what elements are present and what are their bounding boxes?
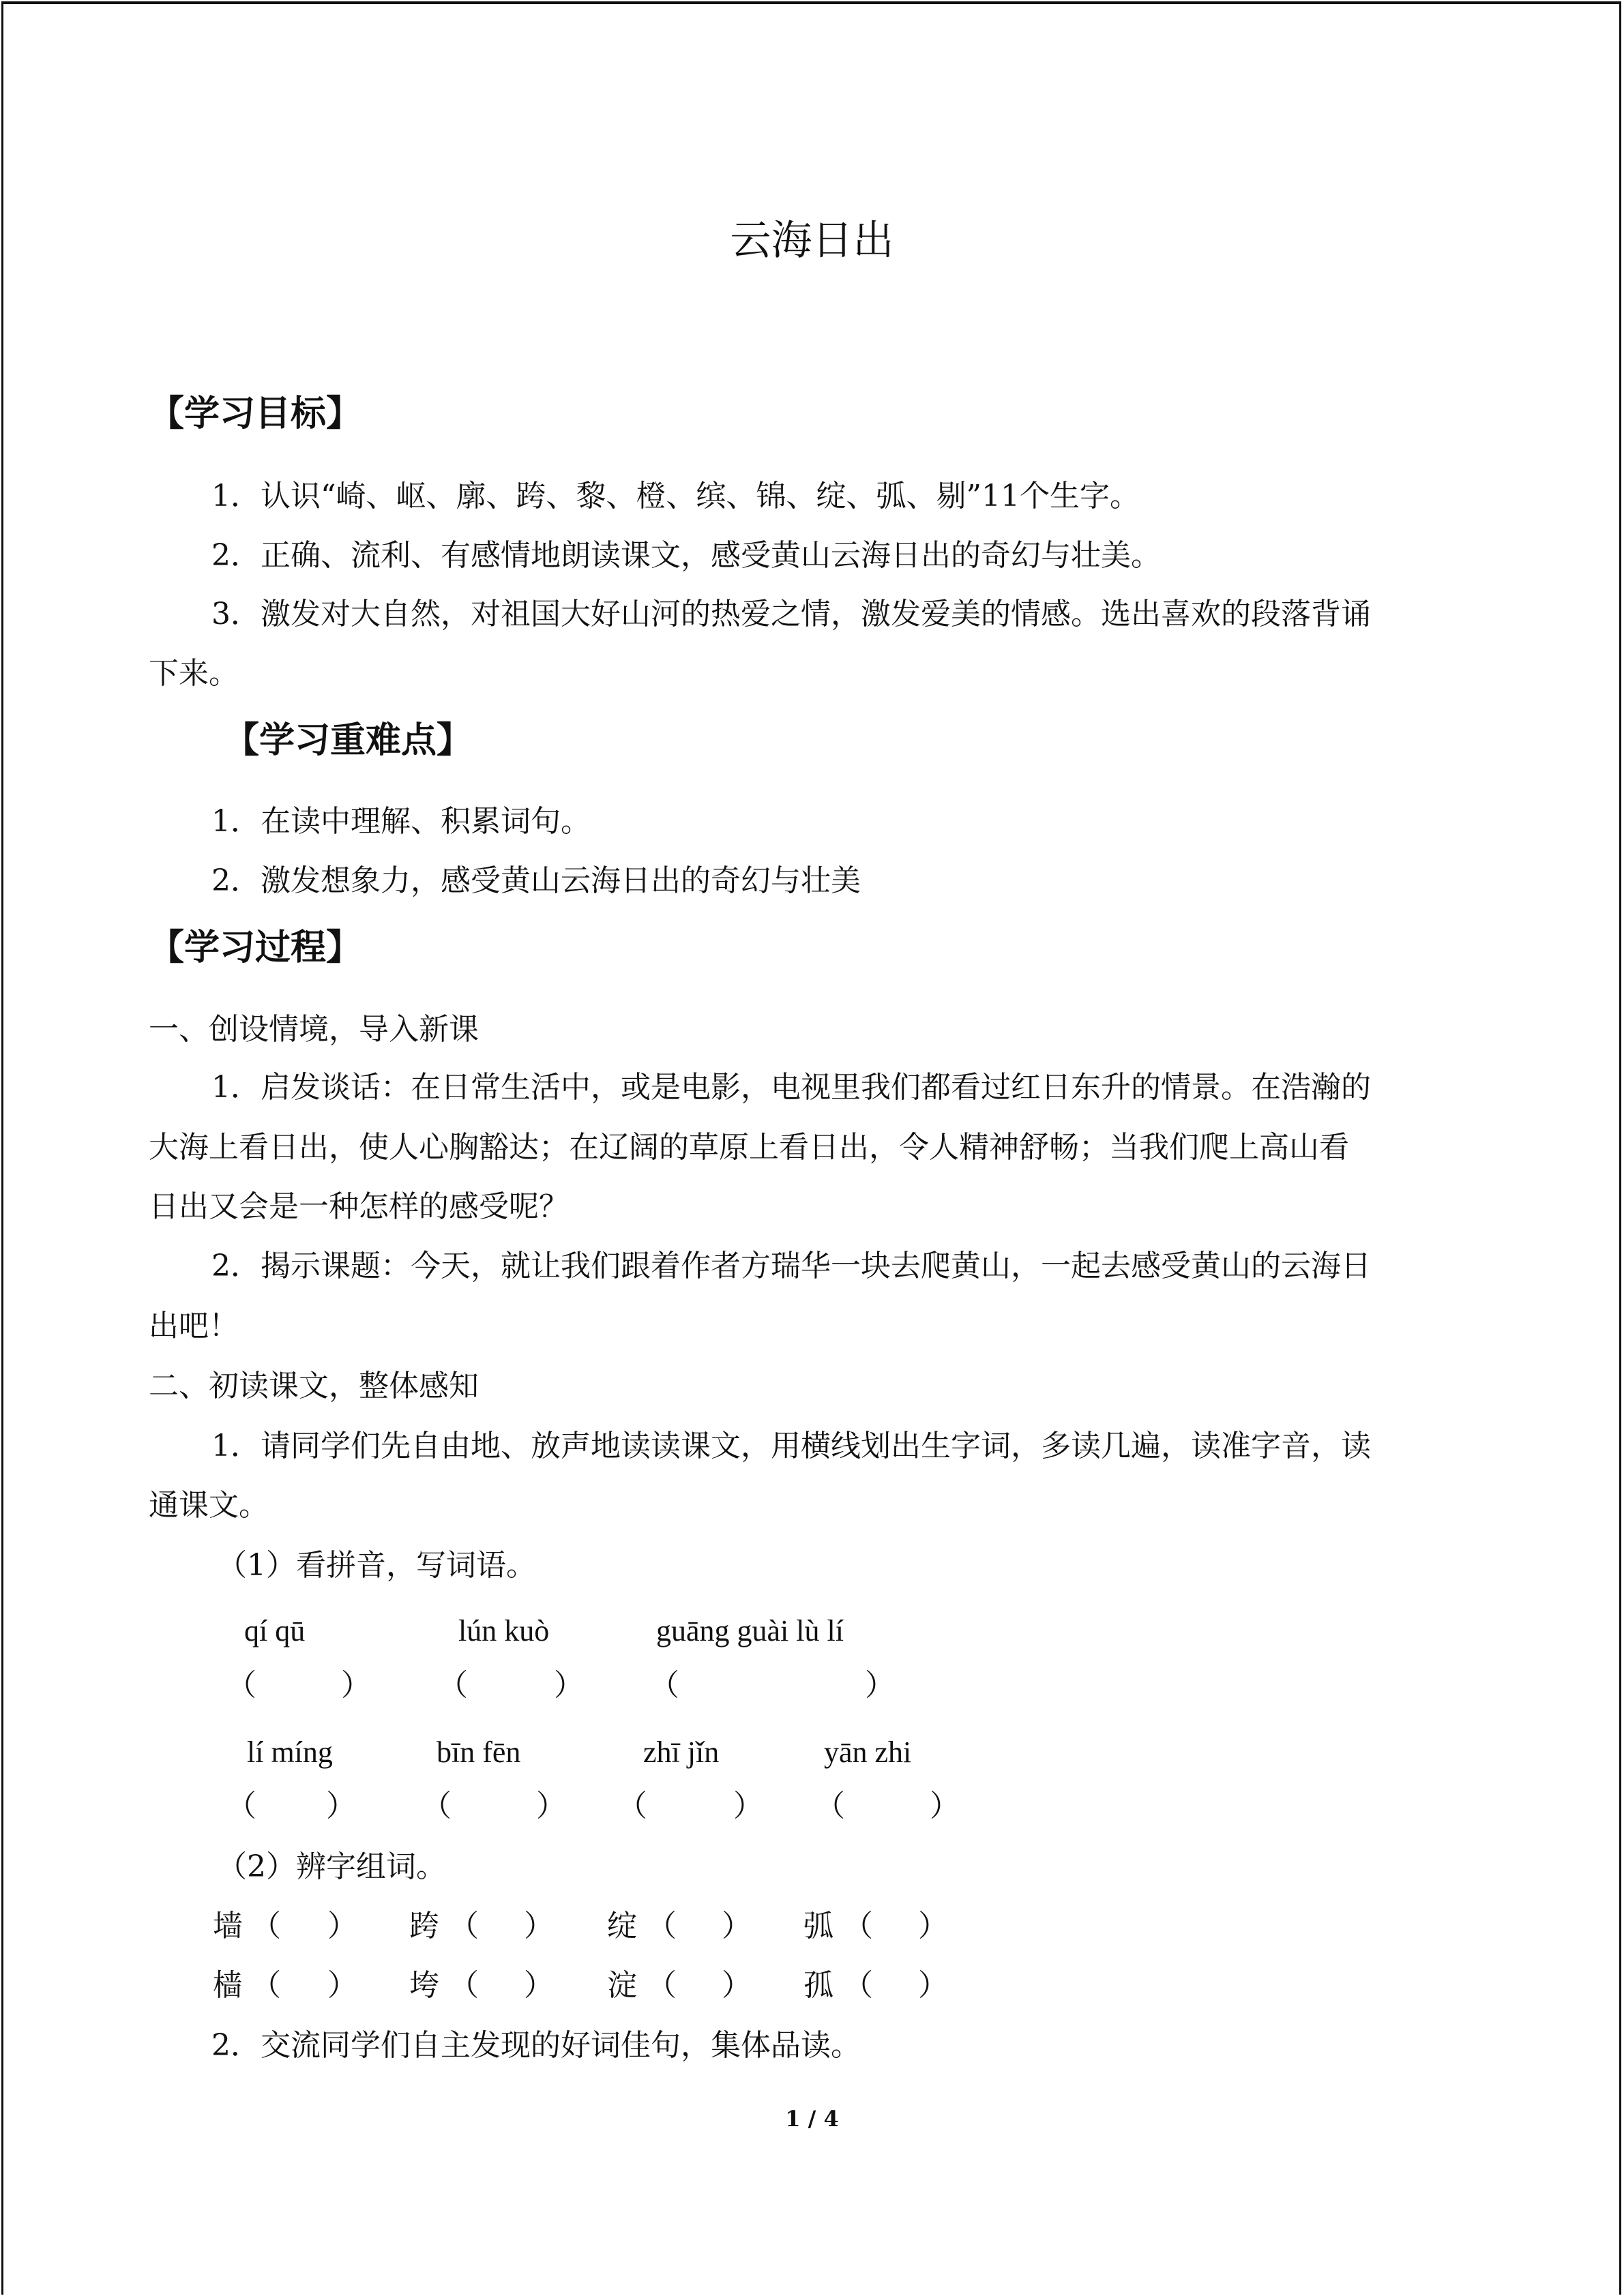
goal-item-2: 2．正确、流利、有感情地朗读课文，感受黄山云海日出的奇幻与壮美。 [211,538,1161,573]
blank-close: ） [341,1668,371,1703]
pinyin-liming: lí míng [247,1735,333,1769]
blank-open: （ [251,1909,281,1943]
document-title: 云海日出 [730,217,894,265]
blank-close: ） [554,1668,584,1703]
blank-open: （ [449,1909,479,1943]
section2-line-1: 1．请同学们先自由地、放声地读读课文，用横线划出生字词，多读几遍，读准字音，读 [211,1429,1371,1463]
blank-open: （ [843,1968,873,2003]
blank-close: ） [327,1968,357,2003]
section1-line-1: 1．启发谈话：在日常生活中，或是电影，电视里我们都看过红日东升的情景。在浩瀚的 [211,1070,1371,1105]
char-qiang2: 樯 [213,1968,243,2003]
pinyin-binfen: bīn fēn [437,1735,521,1769]
section1-line-5: 出吧！ [149,1309,239,1343]
keypoint-item-1: 1．在读中理解、积累词句。 [211,804,591,839]
char-dian: 淀 [607,1968,637,2003]
blank-close: ） [722,1909,752,1943]
blank-open: （ [422,1789,452,1823]
char-hu: 弧 [803,1909,833,1943]
keypoint-item-2: 2．激发想象力，感受黄山云海日出的奇幻与壮美 [211,863,861,898]
exercise1-title: （1）看拼音，写词语。 [217,1548,536,1583]
char-kua: 跨 [409,1909,439,1943]
blank-close: ） [536,1789,566,1823]
section1-line-2: 大海上看日出，使人心胸豁达；在辽阔的草原上看日出，令人精神舒畅；当我们爬上高山看 [149,1130,1349,1165]
section1-line-3: 日出又会是一种怎样的感受呢？ [149,1189,569,1224]
char-gu: 孤 [803,1968,833,2003]
section1-line-4: 2．揭示课题：今天，就让我们跟着作者方瑞华一块去爬黄山，一起去感受黄山的云海日 [211,1249,1371,1283]
blank-open: （ [843,1909,873,1943]
goal-item-3: 3．激发对大自然，对祖国大好山河的热爱之情，激发爱美的情感。选出喜欢的段落背诵 [211,597,1371,631]
blank-close: ） [865,1668,895,1703]
blank-open: （ [647,1909,677,1943]
blank-close: ） [918,1909,948,1943]
goals-heading: 【学习目标】 [149,393,362,434]
section2-title: 二、初读课文，整体感知 [149,1369,479,1403]
blank-open: （ [226,1789,256,1823]
section1-title: 一、创设情境，导入新课 [149,1012,479,1047]
pinyin-yanzhi: yān zhi [824,1735,912,1769]
exercise2-title: （2）辨字组词。 [217,1849,446,1884]
blank-close: ） [722,1968,752,2003]
blank-close: ） [733,1789,763,1823]
blank-open: （ [226,1668,256,1703]
blank-open: （ [617,1789,647,1823]
section2-line-2: 通课文。 [149,1488,269,1523]
blank-close: ） [326,1789,356,1823]
pinyin-lunkuo: lún kuò [458,1614,550,1648]
char-zhan: 绽 [607,1909,637,1943]
blank-close: ） [918,1968,948,2003]
pinyin-qiqu: qí qū [244,1614,306,1648]
blank-open: （ [649,1668,679,1703]
goal-item-3-cont: 下来。 [149,656,239,691]
blank-close: ） [327,1909,357,1943]
blank-close: ） [524,1968,554,2003]
process-heading: 【学习过程】 [149,927,362,968]
char-kua2: 垮 [409,1968,439,2003]
blank-open: （ [251,1968,281,2003]
page-number: 1 / 4 [785,2106,839,2132]
section2-item-2: 2．交流同学们自主发现的好词佳句，集体品读。 [211,2028,861,2063]
blank-close: ） [524,1909,554,1943]
pinyin-guangguailuli: guāng guài lù lí [656,1614,844,1648]
blank-open: （ [815,1789,845,1823]
keypoints-heading: 【学习重难点】 [224,720,473,761]
goal-item-1: 1．认识“崎、岖、廓、跨、黎、橙、缤、锦、绽、弧、剔”11个生字。 [211,479,1140,513]
blank-open: （ [449,1968,479,2003]
blank-close: ） [930,1789,960,1823]
blank-open: （ [647,1968,677,2003]
char-qiang: 墙 [213,1909,243,1943]
pinyin-zhijin: zhī jǐn [643,1735,720,1769]
blank-open: （ [438,1668,468,1703]
